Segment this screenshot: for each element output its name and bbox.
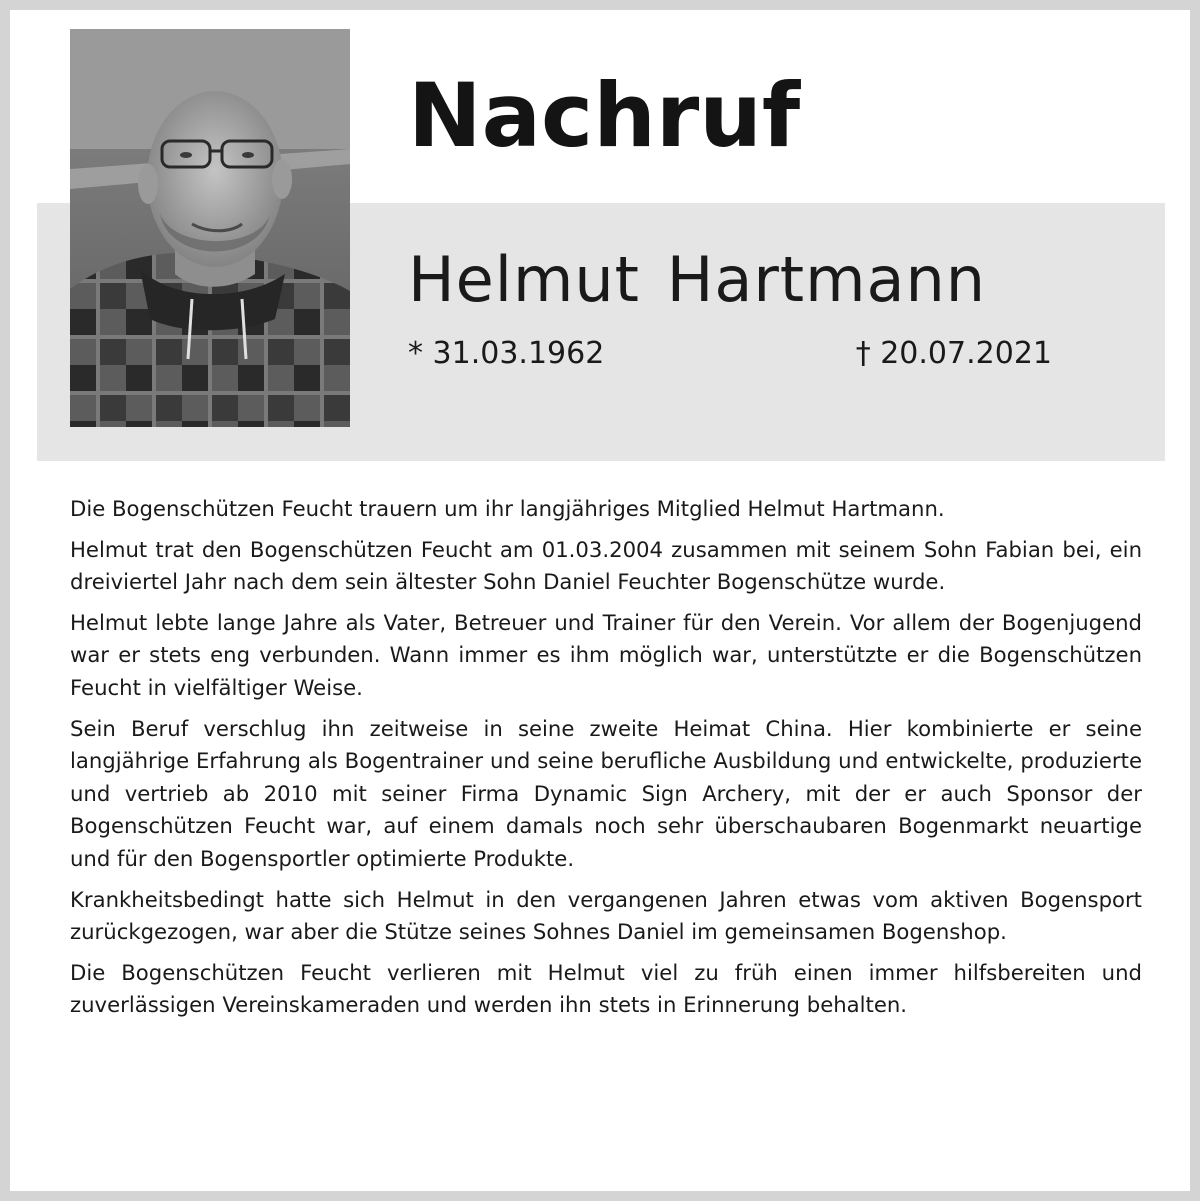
paragraph: Helmut lebte lange Jahre als Vater, Betreuer und Trainer für den Verein. Vor allem der Bogenjugend war er stets eng verbunden. Wann immer es ihm möglich war, unterstützte er die Bogenschützen Feucht in vielfältiger Weise. [70,609,1142,700]
page-title: Nachruf [408,64,801,167]
birth-date: * 31.03.1962 [408,336,605,371]
paragraph: Sein Beruf verschlug ihn zeitweise in seine zweite Heimat China. Hier kombinierte er seine langjährige Erfahrung als Bogentrainer und seine berufliche Ausbildung und entwickelte, produzierte und vertrieb ab 2010 mit seiner Firma Dynamic Sign Archery, mit der er auch Sponsor der Bogenschützen Feucht war, auf einem damals noch sehr überschaubaren Bogenmarkt neuartige und für den Bogensportler optimierte Produkte. [70,715,1142,871]
portrait-photo [70,29,350,427]
obituary-text [70,493,1142,1030]
paragraph: Die Bogenschützen Feucht trauern um ihr langjähriges Mitglied Helmut Hartmann. [70,496,945,521]
paragraph: Helmut trat den Bogenschützen Feucht am 01.03.2004 zusammen mit seinem Sohn Fabian bei, ein dreiviertel Jahr nach dem sein ältester Sohn Daniel Feuchter Bogenschütze wurde. [70,536,1142,595]
paragraph: Die Bogenschützen Feucht verlieren mit Helmut viel zu früh einen immer hilfsbereiten und zuverlässigen Vereinskameraden und werden ihn stets in Erinnerung behalten. [70,959,1142,1018]
death-date: † 20.07.2021 [855,336,1052,371]
deceased-name: Helmut Hartmann [408,243,987,316]
portrait-photo-icon [70,29,350,427]
paragraph: Krankheitsbedingt hatte sich Helmut in den vergangenen Jahren etwas vom aktiven Bogensport zurückgezogen, war aber die Stütze seines Sohnes Daniel im gemeinsamen Bogenshop. [70,886,1142,945]
life-dates [408,332,1052,376]
